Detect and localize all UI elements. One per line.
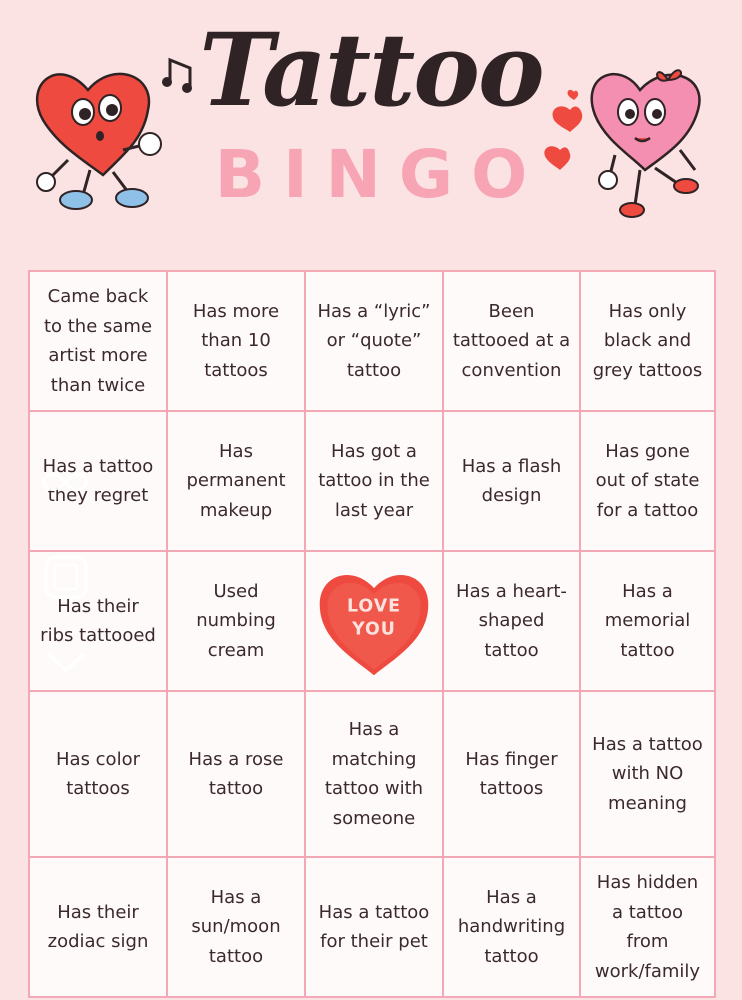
bingo-cell-8[interactable] — [306, 412, 444, 552]
bingo-cell-4[interactable] — [444, 272, 581, 412]
free-space-cell[interactable] — [306, 552, 444, 692]
header — [0, 0, 742, 260]
title-bingo: BINGO — [214, 136, 546, 213]
bingo-cell-text: Came back to the same artist more than twice — [43, 286, 153, 396]
bingo-cell-text: Has gone out of state for a tattoo — [595, 440, 700, 521]
bingo-cell-text: Has their ribs tattooed — [40, 595, 156, 646]
bingo-cell-3[interactable] — [306, 272, 444, 412]
bingo-cell-9[interactable] — [444, 412, 581, 552]
bingo-cell-19[interactable] — [444, 692, 581, 858]
bingo-cell-text: Has a tattoo they regret — [42, 455, 154, 506]
bingo-cell-text: Been tattooed at a convention — [452, 300, 571, 381]
bingo-cell-text: Has a “lyric” or “quote” tattoo — [317, 300, 431, 381]
love-you-heart-icon — [314, 559, 434, 683]
bingo-cell-text: Has permanent makeup — [186, 440, 286, 521]
bingo-cell-2[interactable] — [168, 272, 306, 412]
infinity-icon[interactable] — [40, 468, 90, 496]
pink-heart-mascot — [540, 50, 730, 230]
bingo-cell-15[interactable] — [581, 552, 716, 692]
bingo-cell-14[interactable] — [444, 552, 581, 692]
bingo-cell-text: Has a rose tattoo — [188, 748, 284, 799]
bingo-cell-25[interactable] — [581, 858, 716, 998]
bingo-cell-text: Has a memorial tattoo — [604, 580, 691, 661]
bingo-cell-text: Used numbing cream — [196, 580, 276, 661]
bingo-cell-17[interactable] — [168, 692, 306, 858]
bingo-grid — [28, 270, 716, 998]
bingo-cell-text: Has a sun/moon tattoo — [191, 886, 281, 967]
bingo-cell-18[interactable] — [306, 692, 444, 858]
bingo-cell-text: Has a tattoo with NO meaning — [592, 733, 703, 814]
bingo-cell-text: Has finger tattoos — [465, 748, 558, 799]
chevron-down-icon[interactable] — [44, 650, 88, 676]
bingo-cell-text: Has only black and grey tattoos — [592, 300, 703, 381]
bingo-cell-16[interactable] — [30, 692, 168, 858]
bingo-cell-22[interactable] — [168, 858, 306, 998]
bingo-cell-text: Has more than 10 tattoos — [192, 300, 280, 381]
bingo-cell-text: Has a tattoo for their pet — [318, 901, 430, 952]
bingo-cell-text: Has got a tattoo in the last year — [318, 440, 430, 521]
bingo-cell-20[interactable] — [581, 692, 716, 858]
bingo-cell-21[interactable] — [30, 858, 168, 998]
bingo-cell-text: Has hidden a tattoo from work/family — [594, 872, 701, 982]
bingo-cell-10[interactable] — [581, 412, 716, 552]
love-text: LOVE — [346, 596, 402, 617]
bingo-cell-7[interactable] — [168, 412, 306, 552]
bingo-cell-text: Has a heart-shaped tattoo — [456, 580, 567, 661]
bingo-cell-text: Has color tattoos — [56, 748, 140, 799]
bingo-cell-text: Has a flash design — [461, 455, 562, 506]
bingo-cell-24[interactable] — [444, 858, 581, 998]
you-text: YOU — [352, 619, 396, 640]
bingo-cell-23[interactable] — [306, 858, 444, 998]
bingo-cell-text: Has their zodiac sign — [47, 901, 149, 952]
bingo-cell-text: Has a handwriting tattoo — [457, 886, 566, 967]
bingo-cell-1[interactable] — [30, 272, 168, 412]
bingo-cell-5[interactable] — [581, 272, 716, 412]
bingo-cell-12[interactable] — [168, 552, 306, 692]
title-script: Tattoo — [199, 11, 543, 129]
bingo-cell-text: Has a matching tattoo with someone — [324, 719, 424, 829]
tablet-icon[interactable] — [42, 553, 90, 601]
